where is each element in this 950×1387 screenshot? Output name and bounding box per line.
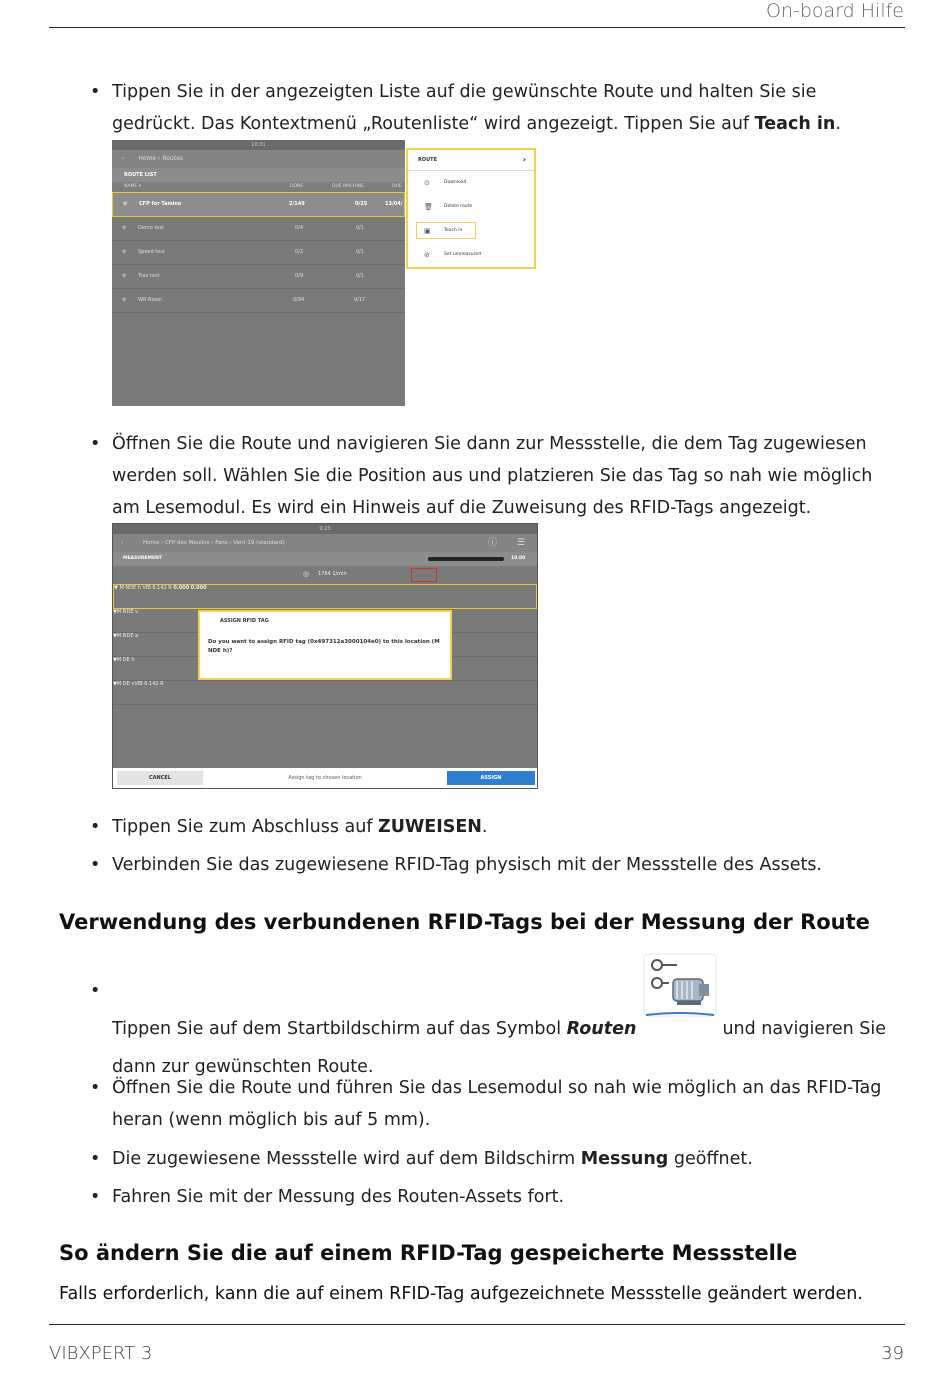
route-due: 0/17 xyxy=(354,297,366,303)
route-due: 0/1 xyxy=(356,273,365,279)
bullet-text: Tippen Sie auf dem Startbildschirm auf das Symbol xyxy=(112,1019,567,1039)
menu-title-text: ROUTE xyxy=(418,157,437,163)
measurement-screenshot xyxy=(112,523,538,789)
speed-value: 1764 1/min xyxy=(318,571,347,577)
point-reading: 0.000 xyxy=(190,585,207,591)
speed-icon: ◎ xyxy=(303,570,310,578)
point-reading: 0.000 xyxy=(173,585,190,591)
bullet-text: werden soll. Wählen Sie die Position aus und platzieren Sie das Tag so nah wie möglich xyxy=(112,466,873,486)
bullet-text: Die zugewiesene Messstelle wird auf dem Bildschirm xyxy=(112,1149,581,1169)
assign-button[interactable]: ASSIGN xyxy=(447,771,535,785)
bold-term: Teach in xyxy=(754,114,836,134)
bold-term: ZUWEISEN xyxy=(378,817,482,837)
list-item xyxy=(112,428,872,524)
back-chevron-icon: ‹ xyxy=(121,540,124,546)
reading-value: 10.00 xyxy=(511,556,526,561)
back-chevron-icon: ‹ xyxy=(122,155,125,162)
table-row[interactable] xyxy=(112,192,405,217)
bullet-text: Fahren Sie mit der Messung des Routen-Assets fort. xyxy=(112,1187,565,1207)
route-name: Trax test xyxy=(138,273,160,279)
list-item xyxy=(112,1072,881,1136)
column-header: NAME ▾ xyxy=(124,184,141,189)
bold-term: Routen xyxy=(566,1019,637,1039)
bullet-text: dann zur gewünschten Route. xyxy=(112,1057,374,1077)
warning-icon: ▼ xyxy=(113,609,117,615)
reset-icon: ⊘ xyxy=(424,251,430,259)
bullet-text: . xyxy=(481,817,488,837)
menu-item-label: Download xyxy=(444,180,467,185)
bullet-text: und navigieren Sie xyxy=(722,1019,887,1039)
bullet-text: heran (wenn möglich bis auf 5 mm). xyxy=(112,1110,431,1130)
column-header: DUE xyxy=(392,184,402,189)
menu-item-teach-in[interactable] xyxy=(408,219,534,243)
page-number: 39 xyxy=(881,1343,904,1364)
bullet-text: am Lesemodul. Es wird ein Hinweis auf die Zuweisung des RFID-Tags angezeigt. xyxy=(112,498,812,518)
route-list-screenshot xyxy=(112,140,405,406)
bullet-text: Tippen Sie zum Abschluss auf xyxy=(112,817,379,837)
menu-item-label: Set unmeasured xyxy=(444,252,482,257)
header-rule xyxy=(49,27,905,28)
routes-motor-icon xyxy=(643,953,717,1019)
menu-title xyxy=(408,150,534,171)
route-icon: ⚙ xyxy=(123,201,128,207)
cancel-button[interactable]: CANCEL xyxy=(117,771,203,785)
table-row[interactable] xyxy=(112,241,405,265)
footer-product: VIBXPERT 3 xyxy=(49,1343,153,1364)
route-icon: ⚙ xyxy=(122,249,127,255)
route-done: 0/2 xyxy=(295,249,304,255)
bullet-text: Tippen Sie in der angezeigten Liste auf die gewünschte Route und halten Sie sie xyxy=(112,82,817,102)
footer-rule xyxy=(49,1324,905,1325)
paragraph: Falls erforderlich, kann die auf einem RFID-Tag aufgezeichnete Messstelle geändert werden. xyxy=(59,1284,863,1304)
action-hint: Assign tag to chosen location xyxy=(288,775,362,781)
status-bar xyxy=(113,524,537,534)
route-done: 0/94 xyxy=(293,297,305,303)
route-context-menu xyxy=(406,148,536,269)
menu-item-download[interactable] xyxy=(408,171,534,195)
menu-item-label: Delete route xyxy=(444,204,473,209)
table-header xyxy=(112,182,405,192)
table-row[interactable] xyxy=(113,584,537,609)
point-value: VIB 6.142 R xyxy=(134,681,164,687)
section-title xyxy=(113,552,537,566)
route-name: Speed test xyxy=(138,249,165,255)
warning-icon: ▼ xyxy=(113,657,117,663)
breadcrumb-text: Home › Routes xyxy=(138,155,183,162)
route-done: 0/9 xyxy=(295,273,304,279)
section-heading: So ändern Sie die auf einem RFID-Tag gespeicherte Messstelle xyxy=(59,1241,798,1265)
tag-icon: ▣ xyxy=(424,227,431,235)
breadcrumb xyxy=(112,150,405,168)
route-due: 0/1 xyxy=(356,249,365,255)
bold-term: Messung xyxy=(580,1149,669,1169)
point-name: M DE h xyxy=(116,657,135,663)
bullet-text: Öffnen Sie die Route und navigieren Sie dann zur Messstelle, die dem Tag zugewiesen xyxy=(112,434,867,454)
route-done: 0/4 xyxy=(295,225,304,231)
help-icon: ⓘ xyxy=(487,538,497,548)
warning-icon: ▼ xyxy=(113,633,117,639)
list-item xyxy=(112,849,822,881)
status-time: 9:23 xyxy=(319,526,331,532)
bullet-text: geöffnet. xyxy=(668,1149,753,1169)
assign-rfid-dialog xyxy=(198,610,452,680)
bottom-action-bar xyxy=(113,768,537,788)
bullet-text: gedrückt. Das Kontextmenü „Routenliste“ wird angezeigt. Tippen Sie auf xyxy=(112,114,755,134)
motor-icon xyxy=(411,568,437,582)
chevron-right-icon: › xyxy=(522,155,526,164)
route-due: 0/25 xyxy=(355,201,368,207)
section-title: ROUTE LIST xyxy=(112,168,405,182)
list-item xyxy=(112,975,887,1077)
route-due: 0/1 xyxy=(356,225,365,231)
warning-icon: ▼ xyxy=(114,585,118,591)
point-name: M NDE a xyxy=(116,633,139,639)
list-item xyxy=(112,1181,564,1213)
point-value: VIB 6.142 R xyxy=(142,585,172,591)
route-icon: ⚙ xyxy=(122,297,127,303)
bullet-text: Verbinden Sie das zugewiesene RFID-Tag physisch mit der Messstelle des Assets. xyxy=(112,855,822,875)
route-name: CFP for Tamino xyxy=(139,201,182,207)
table-row[interactable] xyxy=(112,265,405,289)
column-header: DUE MACHINE xyxy=(332,184,364,189)
status-bar xyxy=(112,140,405,150)
route-icon: ⚙ xyxy=(122,273,127,279)
point-name: M NDE h xyxy=(119,585,141,591)
list-item xyxy=(112,76,841,140)
point-name: M DE v xyxy=(116,681,135,687)
table-row[interactable] xyxy=(112,217,405,241)
list-item xyxy=(112,811,488,843)
breadcrumb xyxy=(113,534,537,552)
toolbar-row xyxy=(113,566,537,584)
route-name: WR Boxer xyxy=(138,297,163,303)
column-header: DONE xyxy=(290,184,304,189)
warning-icon: ▼ xyxy=(113,681,117,687)
download-icon: ⊙ xyxy=(424,179,430,187)
page-header-title: On-board Hilfe xyxy=(766,0,904,22)
section-heading: Verwendung des verbundenen RFID-Tags bei der Messung der Route xyxy=(59,910,870,934)
list-item xyxy=(112,1143,753,1175)
progress-bar xyxy=(428,557,504,561)
breadcrumb-text: Home › CFP des Moulins › Fans › Vent 19 (standard) xyxy=(143,540,285,546)
menu-item-set-unmeasured[interactable] xyxy=(408,243,534,267)
route-name: Demo test xyxy=(138,225,165,231)
route-done: 2/149 xyxy=(289,201,305,207)
trash-icon: 🗑 xyxy=(424,203,433,211)
bullet-text: . xyxy=(835,114,841,134)
menu-item-label: Teach in xyxy=(444,228,463,233)
status-time: 10:31 xyxy=(251,142,266,148)
table-row[interactable] xyxy=(112,289,405,313)
section-title-text: MEASUREMENT xyxy=(123,556,162,561)
menu-item-delete-route[interactable] xyxy=(408,195,534,219)
bullet-text: Öffnen Sie die Route und führen Sie das Lesemodul so nah wie möglich an das RFID-Tag xyxy=(112,1078,882,1098)
dialog-title: ASSIGN RFID TAG xyxy=(220,618,269,624)
dialog-text: Do you want to assign RFID tag (0x497312a3000104e0) to this location (M NDE h)? xyxy=(208,639,440,654)
menu-icon: ☰ xyxy=(516,538,525,548)
point-name: M NDE v xyxy=(116,609,139,615)
route-icon: ⚙ xyxy=(122,225,127,231)
route-due-date: 13/04/ xyxy=(385,201,403,207)
table-row[interactable] xyxy=(113,681,537,705)
